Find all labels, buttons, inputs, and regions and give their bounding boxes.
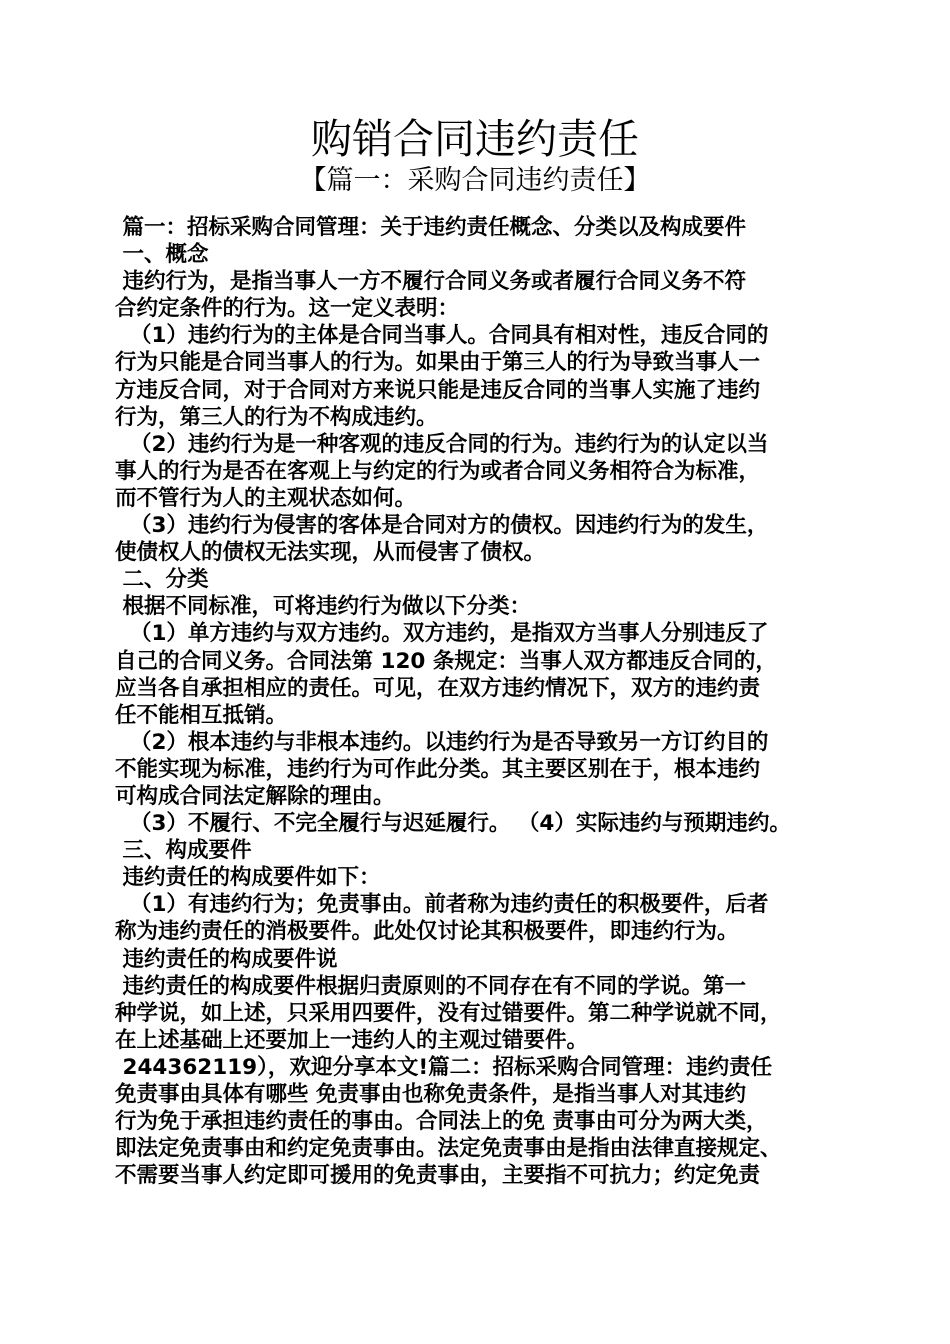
body-line: （2）违约行为是一种客观的违反合同的行为。违约行为的认定以当 (115, 431, 769, 457)
body-line: 即法定免责事由和约定免责事由。法定免责事由是指由法律直接规定、 (115, 1136, 782, 1162)
body-line: （2）根本违约与非根本违约。以违约行为是否导致另一方订约目的 (115, 729, 769, 755)
body-line: （1）违约行为的主体是合同当事人。合同具有相对性，违反合同的 (115, 323, 769, 349)
body-line: 违约责任的构成要件如下： (115, 865, 381, 891)
body-line: （3）违约行为侵害的客体是合同对方的债权。因违约行为的发生， (115, 513, 769, 539)
body-line: 免责事由具体有哪些 免责事由也称免责条件，是指当事人对其违约 (115, 1082, 746, 1107)
body-line: （3）不履行、不完全履行与迟延履行。 （4）实际违约与预期违约。 (115, 811, 791, 837)
body-line: 违约行为，是指当事人一方不履行合同义务或者履行合同义务不符 (115, 269, 746, 295)
body-line: 244362119），欢迎分享本文!篇二：招标采购合同管理：违约责任 (115, 1054, 773, 1080)
body-line: 使债权人的债权无法实现，从而侵害了债权。 (115, 540, 546, 566)
body-line: 方违反合同，对于合同对方来说只能是违反合同的当事人实施了违约 (115, 377, 761, 403)
body-line: 种学说，如上述，只采用四要件，没有过错要件。第二种学说就不同， (115, 1000, 782, 1026)
body-line: 一、概念 (115, 242, 209, 268)
body-line: 行为免于承担违约责任的事由。合同法上的免 责事由可分为两大类， (115, 1109, 768, 1135)
body-line: 篇一：招标采购合同管理：关于违约责任概念、分类以及构成要件 (115, 215, 746, 240)
body-line: 二、分类 (115, 567, 209, 593)
body-line: 三、构成要件 (115, 838, 252, 864)
body-line: 违约责任的构成要件根据归责原则的不同存在有不同的学说。第一 (115, 973, 746, 999)
body-line: 自己的合同义务。合同法第 120 条规定：当事人双方都违反合同的， (115, 648, 777, 674)
body-line: 行为只能是合同当事人的行为。如果由于第三人的行为导致当事人一 (115, 350, 761, 376)
body-line: （1）有违约行为；免责事由。前者称为违约责任的积极要件，后者 (115, 892, 769, 918)
body-line: 在上述基础上还要加上一违约人的主观过错要件。 (115, 1027, 589, 1053)
body-line: 违约责任的构成要件说 (115, 946, 338, 972)
document-title: 购销合同违约责任 (311, 115, 639, 163)
body-line: 任不能相互抵销。 (115, 702, 288, 728)
body-line: 称为违约责任的消极要件。此处仅讨论其积极要件，即违约行为。 (115, 919, 739, 945)
body-line: 可构成合同法定解除的理由。 (115, 783, 395, 809)
body-line: 行为，第三人的行为不构成违约。 (115, 404, 438, 430)
body-line: 应当各自承担相应的责任。可见，在双方违约情况下，双方的违约责 (115, 675, 761, 701)
body-line: 根据不同标准，可将违约行为做以下分类： (115, 594, 531, 620)
body-line: 合约定条件的行为。这一定义表明： (115, 296, 460, 322)
body-line: （1）单方违约与双方违约。双方违约，是指双方当事人分别违反了 (115, 621, 769, 647)
document-body (115, 214, 855, 1189)
body-line: 事人的行为是否在客观上与约定的行为或者合同义务相符合为标准， (115, 458, 761, 484)
body-line: 不能实现为标准，违约行为可作此分类。其主要区别在于，根本违约 (115, 756, 761, 782)
body-line: 而不管行为人的主观状态如何。 (115, 485, 417, 511)
document-subtitle: 【篇一：采购合同违约责任】 (299, 165, 651, 196)
body-line: 不需要当事人约定即可援用的免责事由，主要指不可抗力；约定免责 (115, 1163, 761, 1189)
